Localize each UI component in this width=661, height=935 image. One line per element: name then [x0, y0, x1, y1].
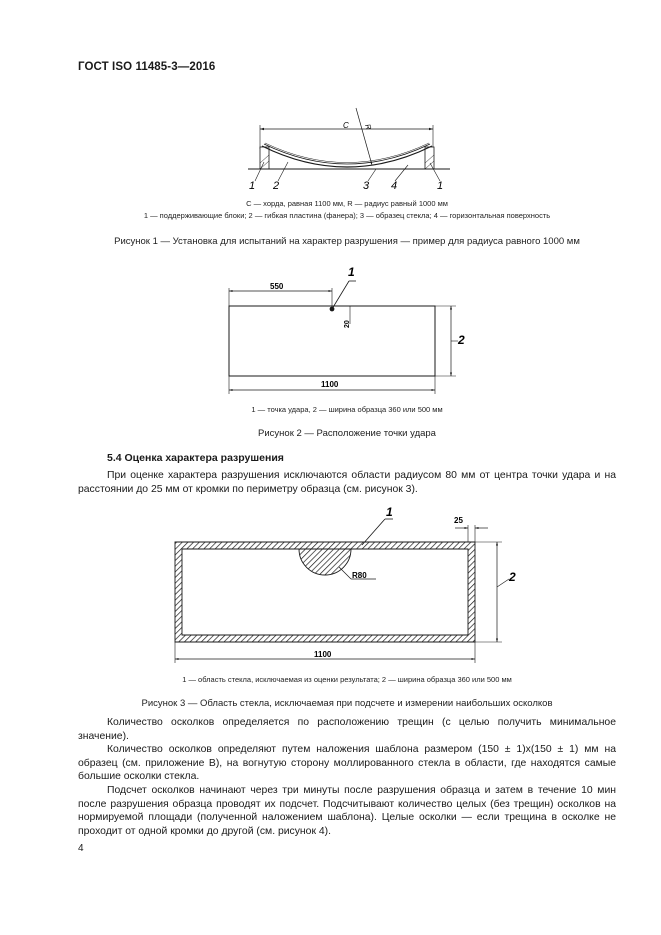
dimension-1100: 1100 — [314, 650, 332, 659]
paragraph-fragment-count: Количество осколков определяется по расположению трещин (с целью получить минимальное значение). — [78, 717, 616, 742]
support-block-left — [260, 147, 269, 169]
dimension-r80: R80 — [352, 571, 367, 580]
callout-1: 1 — [386, 505, 393, 519]
chord-label: C — [343, 121, 349, 130]
document-header: ГОСТ ISO 11485-3—2016 — [78, 61, 216, 73]
dimension-550: 550 — [270, 282, 284, 291]
specimen-outline — [229, 306, 435, 376]
figure-1-drawing — [240, 105, 460, 193]
callout-2: 2 — [458, 333, 465, 347]
paragraph-counting-procedure: Подсчет осколков начинают через три минуты после разрушения образца и затем в течение 10 мин после разрушения образца проводят их подсчет. Подсчитывают количество целых (без трещин) осколков на нормируемой площади (полученной наложением шаблона). Целые осколки — если трещина в осколке не проходит от одной кромки до другой (см. рисунок 4). — [78, 784, 616, 837]
body-text-block — [78, 716, 616, 838]
callout-1-right: 1 — [437, 180, 444, 192]
support-block-right — [425, 147, 434, 169]
dimension-20: 20 — [344, 320, 351, 328]
section-intro-paragraph — [78, 469, 616, 496]
section-heading: 5.4 Оценка характера разрушения — [107, 452, 284, 464]
section-intro-text: При оценке характера разрушения исключаются области радиусом 80 мм от центра точки удара и на расстоянии до 25 мм от кромки по периметру образца (см. рисунок 3). — [78, 470, 616, 495]
dimension-1100: 1100 — [321, 380, 339, 389]
dimension-25: 25 — [454, 516, 463, 525]
figure-3-legend: 1 — область стекла, исключаемая из оценки результата; 2 — ширина образца 360 или 500 мм — [182, 675, 512, 684]
figure-2-caption: Рисунок 2 — Расположение точки удара — [258, 428, 436, 439]
callout-4: 4 — [391, 180, 398, 192]
paragraph-template-method: Количество осколков определяют путем наложения шаблона размером (150 ± 1)x(150 ± 1) мм на образец (см. приложение В), на вогнутую сторону моллированного стекла в области, где находятся самые большие осколки стекла. — [78, 744, 616, 783]
callout-1: 1 — [249, 180, 256, 192]
figure-2-drawing — [222, 262, 472, 400]
figure-1-caption: Рисунок 1 — Установка для испытаний на характер разрушения — пример для радиуса равного 1000 мм — [114, 236, 580, 247]
figure-3-caption: Рисунок 3 — Область стекла, исключаемая при подсчете и измерении наибольших осколков — [141, 698, 553, 709]
callout-2: 2 — [509, 570, 516, 584]
radius-line — [356, 108, 372, 165]
figure-3-drawing — [168, 505, 523, 665]
callout-3: 3 — [363, 180, 370, 192]
callout-2: 2 — [273, 180, 280, 192]
callout-1: 1 — [348, 265, 355, 279]
radius-label: R — [363, 122, 374, 131]
figure-1-legend-line-1: C — хорда, равная 1100 мм, R — радиус равный 1000 мм — [246, 199, 448, 208]
figure-2-legend: 1 — точка удара, 2 — ширина образца 360 или 500 мм — [251, 405, 443, 414]
figure-1-legend-line-2: 1 — поддерживающие блоки; 2 — гибкая пластина (фанера); 3 — образец стекла; 4 — горизонтальная поверхность — [143, 211, 551, 220]
glass-sample — [264, 144, 430, 164]
page-number: 4 — [78, 843, 84, 854]
